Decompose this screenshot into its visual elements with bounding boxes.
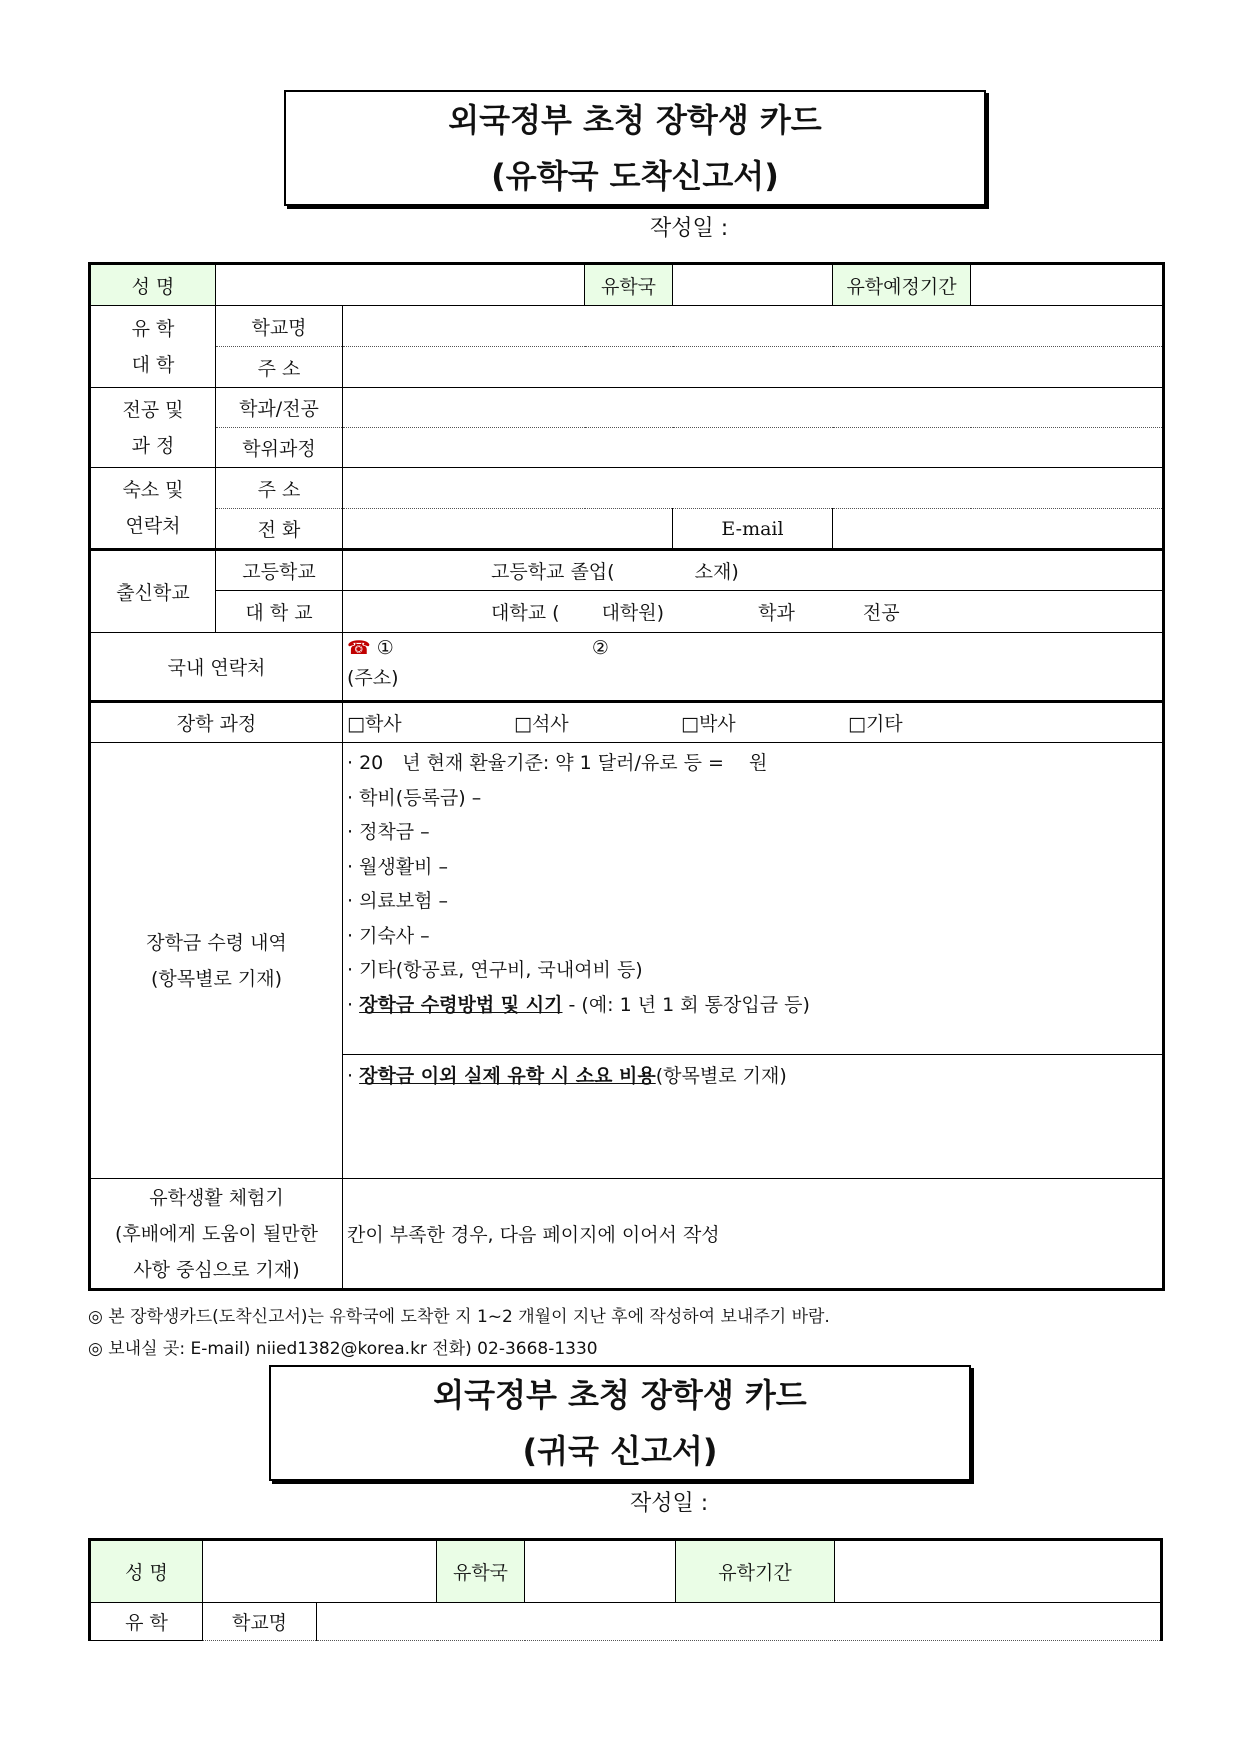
school-name-label: 학교명 <box>216 306 343 347</box>
experience-note: 칸이 부족한 경우, 다음 페이지에 이어서 작성 <box>347 1224 720 1246</box>
school-name-input[interactable] <box>343 306 1164 347</box>
course-label: 장학 과정 <box>90 702 343 743</box>
email-input[interactable] <box>833 509 1164 550</box>
exchange-rate-item: · 20 년 현재 환율기준: 약 1 달러/유로 등 = 원 <box>347 752 768 774</box>
dept-text: 학과 <box>758 602 795 624</box>
period-input[interactable] <box>971 264 1164 306</box>
experience-label: 유학생활 체험기 (후배에게 도움이 될만한 사항 중심으로 기재) <box>90 1179 343 1290</box>
extra-cost-item: · 장학금 이외 실제 유학 시 소요 비용(항목별로 기재) <box>347 1065 787 1087</box>
highschool-location: 소재) <box>694 561 739 583</box>
email-label: E-mail <box>673 509 833 550</box>
degree-label: 학위과정 <box>216 428 343 468</box>
phone-label: 전 화 <box>216 509 343 550</box>
highschool-text: 고등학교 졸업( <box>491 561 615 583</box>
course-option-bachelor[interactable]: □학사 <box>347 713 402 735</box>
grad-school-text: 대학원) <box>601 602 665 624</box>
course-option-master[interactable]: □석사 <box>514 713 569 735</box>
course-option-doctor[interactable]: □박사 <box>681 713 736 735</box>
card2-title-line1: 외국정부 초청 장학생 카드 <box>433 1376 807 1414</box>
card2-title-box <box>269 1365 971 1481</box>
college-text: 대학교 ( <box>491 602 560 624</box>
experience-input[interactable] <box>343 1179 1164 1290</box>
major-text: 전공 <box>862 602 900 624</box>
card2-name-label: 성 명 <box>90 1540 203 1603</box>
card2-title-line2: (귀국 신고서) <box>522 1432 718 1470</box>
dormitory-item: · 기숙사 – <box>347 924 430 947</box>
card2-country-input[interactable] <box>525 1540 676 1603</box>
school-address-input[interactable] <box>343 347 1164 388</box>
card2-period-label: 유학기간 <box>676 1540 835 1603</box>
college-label: 대 학 교 <box>216 591 343 633</box>
settlement-item: · 정착금 – <box>347 821 430 843</box>
course-option-other[interactable]: □기타 <box>848 713 903 735</box>
card2-form-table <box>88 1538 1163 1641</box>
name-label: 성 명 <box>90 264 216 306</box>
extra-cost-cell[interactable] <box>343 1055 1164 1179</box>
dept-input[interactable] <box>343 388 1164 428</box>
contact-1-marker: ① <box>376 637 394 659</box>
card1-title-line2: (유학국 도착신고서) <box>491 157 779 195</box>
highschool-input[interactable] <box>343 550 1164 591</box>
etc-item: · 기타(항공료, 연구비, 국내여비 등) <box>347 959 643 981</box>
dorm-address-label: 주 소 <box>216 468 343 509</box>
card1-date-label: 작성일 : <box>650 216 729 241</box>
living-cost-item: · 월생활비 – <box>347 855 449 878</box>
card2-name-input[interactable] <box>203 1540 437 1603</box>
card2-univ-label: 유 학 <box>90 1603 203 1641</box>
alma-mater-label: 출신학교 <box>90 550 216 633</box>
domestic-contact-label: 국내 연락처 <box>90 633 343 702</box>
scholarship-label: 장학금 수령 내역 (항목별로 기재) <box>90 743 343 1179</box>
card2-school-name-label: 학교명 <box>203 1603 317 1641</box>
contact-2-marker: ② <box>591 637 609 659</box>
card1-title-box <box>284 90 986 206</box>
card1-title-line1: 외국정부 초청 장학생 카드 <box>448 101 822 139</box>
dorm-address-input[interactable] <box>343 468 1164 509</box>
insurance-item: · 의료보험 – <box>347 890 449 912</box>
phone-icon: ☎ <box>347 637 371 659</box>
period-label: 유학예정기간 <box>833 264 971 306</box>
name-input[interactable] <box>216 264 585 306</box>
arrival-note: ◎ 본 장학생카드(도착신고서)는 유학국에 도착한 지 1~2 개월이 지난 후에 작성하여 보내주기 바람. <box>88 1307 830 1327</box>
highschool-label: 고등학교 <box>216 550 343 591</box>
university-group-label: 유 학 대 학 <box>90 306 216 388</box>
degree-input[interactable] <box>343 428 1164 468</box>
college-input[interactable] <box>343 591 1164 633</box>
contact-note: ◎ 보내실 곳: E-mail) niied1382@korea.kr 전화) 02-3668-1330 <box>88 1339 598 1359</box>
domestic-address-label: (주소) <box>347 667 399 689</box>
country-input[interactable] <box>673 264 833 306</box>
domestic-contact-input[interactable] <box>343 633 1164 702</box>
school-address-label: 주 소 <box>216 347 343 388</box>
card2-period-input[interactable] <box>835 1540 1162 1603</box>
card2-country-label: 유학국 <box>437 1540 525 1603</box>
course-options <box>343 702 1164 743</box>
phone-input[interactable] <box>343 509 673 550</box>
major-group-label: 전공 및 과 정 <box>90 388 216 468</box>
country-label: 유학국 <box>585 264 673 306</box>
card2-date-label: 작성일 : <box>630 1491 709 1516</box>
scholarship-items-cell[interactable] <box>343 743 1164 1055</box>
card2-school-name-input[interactable] <box>317 1603 1162 1641</box>
receipt-method-item: · 장학금 수령방법 및 시기 - (예: 1 년 1 회 통장입금 등) <box>347 993 810 1016</box>
dept-label: 학과/전공 <box>216 388 343 428</box>
card1-form-table <box>88 262 1165 1291</box>
dorm-group-label: 숙소 및 연락처 <box>90 468 216 550</box>
tuition-item: · 학비(등록금) – <box>347 786 482 809</box>
